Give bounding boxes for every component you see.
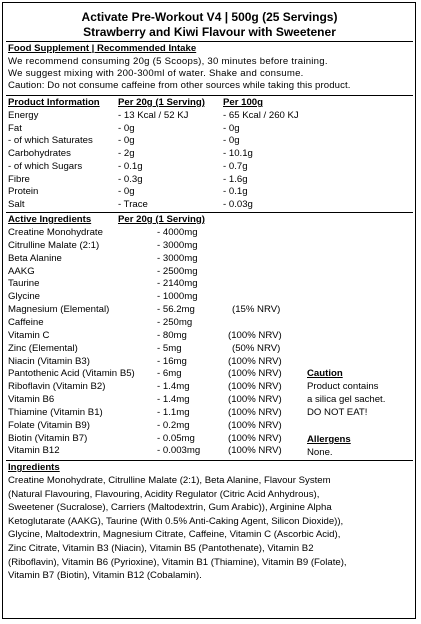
ingredient-name: Citrulline Malate (2:1)	[8, 239, 100, 251]
ingredient-amount: - 2140mg	[157, 278, 198, 290]
nutrient-name: - of which Sugars	[8, 160, 83, 172]
ingredient-amount: - 16mg	[157, 355, 187, 367]
nutrition-header: Per 100g	[223, 97, 264, 108]
ingredient-nrv: (100% NRV)	[228, 445, 282, 457]
ingredient-amount: - 250mg	[157, 316, 193, 328]
nutrient-value: - 0g	[118, 122, 135, 134]
nutrient-value: - 2g	[118, 148, 135, 160]
ingredient-amount: - 1.4mg	[157, 381, 190, 393]
nutrient-value: - 65 Kcal / 260 KJ	[223, 110, 299, 121]
intake-line: We suggest mixing with 200-300ml of water. Shake and consume.	[8, 68, 304, 79]
ingredient-name: Magnesium (Elemental)	[8, 304, 110, 316]
ingredient-name: Caffeine	[8, 316, 44, 328]
caution-heading: Caution	[307, 368, 343, 379]
intake-line: Caution: Do not consume caffeine from other sources while taking this product.	[8, 80, 351, 91]
ingredient-nrv: (100% NRV)	[228, 355, 282, 367]
allergens-text: None.	[307, 447, 333, 458]
divider	[6, 460, 413, 461]
product-subtitle: Strawberry and Kiwi Flavour with Sweetener	[83, 25, 336, 39]
ingredient-amount: - 0.003mg	[157, 445, 201, 457]
ingredient-name: Glycine	[8, 291, 40, 303]
divider	[6, 41, 413, 42]
allergens-heading: Allergens	[307, 434, 351, 445]
nutrient-value: - 0g	[223, 135, 240, 147]
nutrition-header: Product Information	[8, 97, 100, 108]
ingredients-line: (Natural Flavouring, Flavouring, Acidity Regulator (Citric Acid Anhydrous),	[8, 488, 320, 500]
ingredient-amount: - 56.2mg	[157, 304, 195, 316]
ingredient-nrv: (100% NRV)	[228, 406, 282, 418]
ingredient-nrv: (15% NRV)	[232, 304, 281, 316]
ingredient-name: Zinc (Elemental)	[8, 342, 78, 354]
nutrient-value: - 0.3g	[118, 173, 143, 185]
ingredient-nrv: (100% NRV)	[228, 368, 282, 380]
ingredient-amount: - 0.2mg	[157, 419, 190, 431]
nutrient-value: - 13 Kcal / 52 KJ	[118, 110, 189, 121]
nutrient-name: Salt	[8, 198, 25, 210]
ingredient-name: Taurine	[8, 278, 40, 290]
nutrient-value: - 0.03g	[223, 198, 253, 210]
nutrition-header: Per 20g (1 Serving)	[118, 97, 205, 108]
ingredient-nrv: (100% NRV)	[228, 381, 282, 393]
caution-line: DO NOT EAT!	[307, 407, 368, 418]
ingredients-line: (Riboflavin), Vitamin B6 (Pyrioxine), Vitamin B1 (Thiamine), Vitamin B9 (Folate),	[8, 556, 347, 568]
active-header: Per 20g (1 Serving)	[118, 214, 205, 225]
intake-line: We recommend consuming 20g (5 Scoops), 30 minutes before training.	[8, 56, 328, 67]
ingredients-line: Zinc Citrate, Vitamin B3 (Niacin), Vitamin B5 (Pantothenate), Vitamin B2	[8, 543, 314, 554]
ingredient-amount: - 1.1mg	[157, 406, 190, 418]
ingredients-line: Glycine, Maltodextrin, Magnesium Citrate, Caffeine, Vitamin C (Ascorbic Acid),	[8, 529, 341, 541]
ingredient-name: Biotin (Vitamin B7)	[8, 432, 88, 444]
nutrient-value: - 10.1g	[223, 148, 253, 160]
ingredient-name: Pantothenic Acid (Vitamin B5)	[8, 368, 135, 380]
nutrient-value: - 0.1g	[223, 186, 248, 198]
ingredients-heading: Ingredients	[8, 462, 60, 473]
ingredient-nrv: (100% NRV)	[228, 329, 282, 341]
nutrient-name: Protein	[8, 186, 39, 198]
divider	[6, 212, 413, 213]
ingredient-name: Niacin (Vitamin B3)	[8, 355, 90, 367]
nutrient-value: - 0.1g	[118, 160, 143, 172]
nutrient-value: - 0g	[223, 122, 240, 134]
ingredient-amount: - 3000mg	[157, 252, 198, 264]
ingredient-amount: - 4000mg	[157, 227, 198, 238]
ingredients-line: Creatine Monohydrate, Citrulline Malate (2:1), Beta Alanine, Flavour System	[8, 475, 331, 486]
nutrient-value: - Trace	[118, 198, 148, 210]
ingredient-amount: - 6mg	[157, 368, 182, 380]
ingredients-line: Sweetener (Sucralose), Carriers (Maltodextrin, Gum Arabic)), Arginine Alpha	[8, 502, 332, 514]
divider	[6, 95, 413, 96]
nutrient-name: Energy	[8, 110, 39, 121]
ingredients-line: Ketoglutarate (AAKG), Taurine (With 0.5% Anti-Caking Agent, Silicon Dioxide)),	[8, 515, 344, 527]
ingredient-name: Vitamin B12	[8, 445, 60, 457]
ingredient-nrv: (100% NRV)	[228, 394, 282, 406]
ingredient-name: Vitamin B6	[8, 394, 55, 406]
ingredient-name: Beta Alanine	[8, 252, 62, 264]
ingredient-amount: - 2500mg	[157, 265, 198, 277]
nutrient-value: - 1.6g	[223, 173, 248, 185]
ingredient-amount: - 1000mg	[157, 291, 198, 303]
ingredient-amount: - 80mg	[157, 329, 187, 341]
intake-heading: Food Supplement | Recommended Intake	[8, 43, 197, 54]
ingredient-name: Riboflavin (Vitamin B2)	[8, 381, 106, 393]
nutrient-name: Fibre	[8, 173, 30, 185]
nutrient-value: - 0.7g	[223, 160, 248, 172]
ingredient-name: Vitamin C	[8, 329, 50, 341]
ingredient-nrv: (50% NRV)	[232, 342, 281, 354]
ingredient-amount: - 1.4mg	[157, 394, 190, 406]
ingredient-name: Creatine Monohydrate	[8, 227, 103, 238]
nutrient-value: - 0g	[118, 186, 135, 198]
nutrient-name: Carbohydrates	[8, 148, 71, 160]
ingredient-nrv: (100% NRV)	[228, 432, 282, 444]
ingredient-amount: - 0.05mg	[157, 432, 195, 444]
ingredient-amount: - 3000mg	[157, 239, 198, 251]
active-header: Active Ingredients	[8, 214, 92, 225]
caution-line: Product contains	[307, 381, 379, 392]
ingredients-line: Vitamin B7 (Biotin), Vitamin B12 (Cobalamin).	[8, 570, 202, 582]
ingredient-nrv: (100% NRV)	[228, 419, 282, 431]
nutrient-value: - 0g	[118, 135, 135, 147]
nutrient-name: Fat	[8, 122, 22, 134]
ingredient-name: Folate (Vitamin B9)	[8, 419, 90, 431]
nutrient-name: - of which Saturates	[8, 135, 93, 147]
ingredient-name: AAKG	[8, 265, 35, 277]
ingredient-amount: - 5mg	[157, 342, 182, 354]
product-title: Activate Pre-Workout V4 | 500g (25 Servings)	[81, 10, 338, 24]
caution-line: a silica gel sachet.	[307, 394, 386, 405]
ingredient-name: Thiamine (Vitamin B1)	[8, 406, 103, 418]
